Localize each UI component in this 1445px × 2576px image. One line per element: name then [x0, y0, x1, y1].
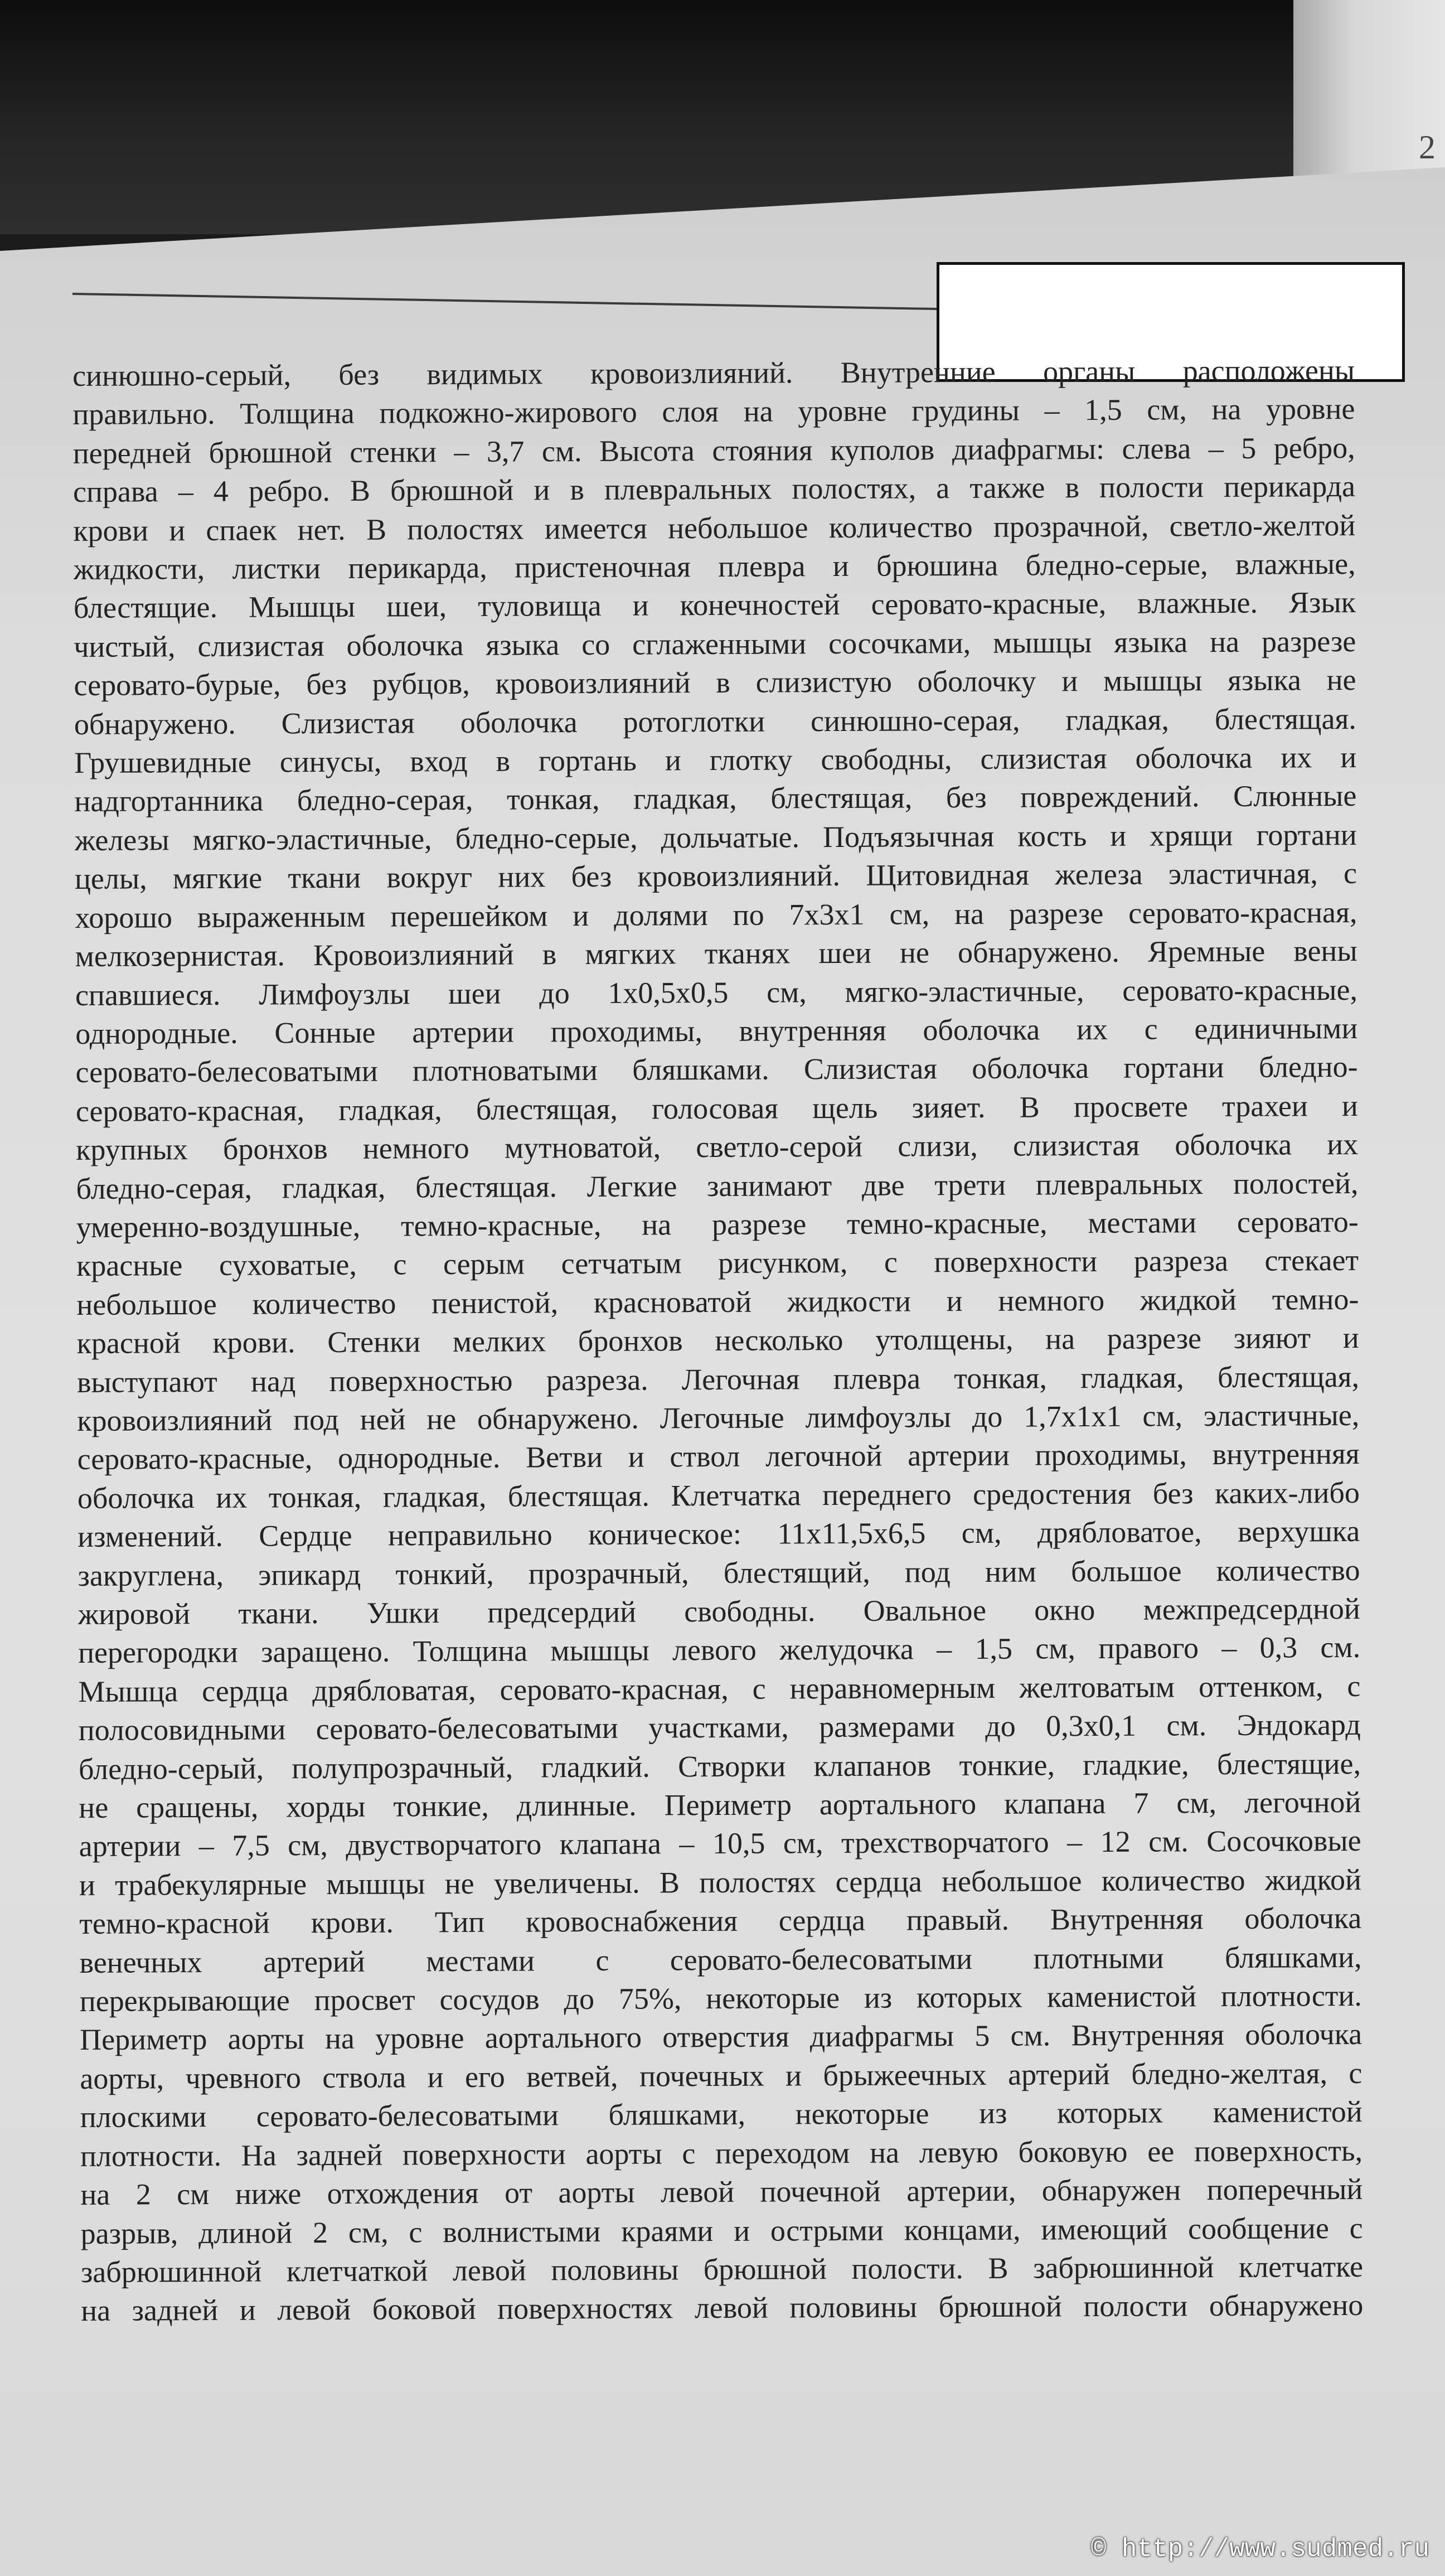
text-line: перегородки заращено. Толщина мышцы левого желудочка – 1,5 см, правого – 0,3 см. [78, 1630, 1361, 1670]
text-line: на 2 см ниже отхождения от аорты левой почечной артерии, обнаружен поперечный [80, 2172, 1363, 2212]
text-line: на задней и левой боковой поверхностях левой половины брюшной полости обнаружено [81, 2288, 1364, 2328]
text-line: правильно. Толщина подкожно-жирового слоя на уровне грудины – 1,5 см, на уровне [72, 392, 1355, 432]
text-line: жидкости, листки перикарда, пристеночная плевра и брюшина бледно-серые, влажные, [73, 546, 1356, 587]
text-line: выступают над поверхностью разреза. Легочная плевра тонкая, гладкая, блестящая, [76, 1359, 1360, 1399]
text-line: изменений. Сердце неправильно коническое: 11х11,5х6,5 см, дрябловатое, верхушка [77, 1514, 1360, 1554]
text-line: справа – 4 ребро. В брюшной и в плевральных полостях, а также в полости перикарда [72, 469, 1356, 509]
text-line: блестящие. Мышцы шеи, туловища и конечностей серовато-красные, влажные. Язык [73, 585, 1356, 625]
text-line: кровоизлияний под ней не обнаружено. Легочные лимфоузлы до 1,7х1х1 см, эластичные, [77, 1398, 1360, 1437]
text-line: серовато-бурые, без рубцов, кровоизлияний в слизистую оболочку и мышцы языка не [74, 663, 1356, 703]
text-line: темно-красной крови. Тип кровоснабжения сердца правый. Внутренняя оболочка [79, 1901, 1362, 1941]
text-line: перекрывающие просвет сосудов до 75%, некоторые из которых каменистой плотности. [79, 1978, 1362, 2018]
text-line: бледно-серая, гладкая, блестящая. Легкие занимают две трети плевральных полостей, [76, 1166, 1359, 1205]
text-line: передней брюшной стенки – 3,7 см. Высота стояния куполов диафрагмы: слева – 5 ребро, [72, 430, 1355, 470]
text-line: серовато-красная, гладкая, блестящая, голосовая щель зияет. В просвете трахеи и [75, 1088, 1359, 1128]
text-line: хорошо выраженным перешейком и долями по 7х3х1 см, на разрезе серовато-красная, [75, 895, 1357, 934]
text-line: красной крови. Стенки мелких бронхов несколько утолщены, на разрезе зияют и [76, 1321, 1359, 1360]
text-line: красные суховатые, с серым сетчатым рисунком, с поверхности разреза стекает [76, 1243, 1359, 1283]
text-line: обнаружено. Слизистая оболочка ротоглотки синюшно-серая, гладкая, блестящая. [74, 701, 1356, 741]
text-line: Мышца сердца дрябловатая, серовато-красная, с неравномерным желтоватым оттенком, с [78, 1669, 1361, 1708]
text-line: целы, мягкие ткани вокруг них без кровоизлияний. Щитовидная железа эластичная, с [74, 856, 1357, 896]
text-line: артерии – 7,5 см, двустворчатого клапана – 10,5 см, трехстворчатого – 12 см. Сосочковые [79, 1824, 1361, 1863]
text-line: мелкозернистая. Кровоизлияний в мягких тканях шеи не обнаружено. Яремные вены [75, 934, 1357, 974]
text-line: чистый, слизистая оболочка языка со сглаженными сосочками, мышцы языка на разрезе [74, 624, 1356, 664]
text-line: Периметр аорты на уровне аортального отверстия диафрагмы 5 см. Внутренняя оболочка [80, 2017, 1362, 2057]
text-line: серовато-красные, однородные. Ветви и ствол легочной артерии проходимы, внутренняя [77, 1437, 1360, 1476]
text-line: крупных бронхов немного мутноватой, светло-серой слизи, слизистая оболочка их [76, 1127, 1359, 1167]
text-line: небольшое количество пенистой, красноватой жидкости и немного жидкой темно- [76, 1282, 1359, 1321]
text-line: и трабекулярные мышцы не увеличены. В полостях сердца небольшое количество жидкой [79, 1862, 1362, 1902]
watermark: © http://www.sudmed.ru [1090, 2535, 1429, 2564]
text-line: аорты, чревного ствола и его ветвей, почечных и брыжеечных артерий бледно-желтая, с [80, 2056, 1362, 2095]
text-line: серовато-белесоватыми плотноватыми бляшками. Слизистая оболочка гортани бледно- [75, 1050, 1358, 1090]
text-line: надгортанника бледно-серая, тонкая, гладкая, блестящая, без повреждений. Слюнные [74, 779, 1357, 819]
text-line: синюшно-серый, без видимых кровоизлияний. Внутренние органы расположены [72, 353, 1355, 393]
text-line: закруглена, эпикард тонкий, прозрачный, блестящий, под ним большое количество [77, 1553, 1360, 1592]
text-line: бледно-серый, полупрозрачный, гладкий. Створки клапанов тонкие, гладкие, блестящие, [78, 1746, 1361, 1786]
text-line: умеренно-воздушные, темно-красные, на разрезе темно-красные, местами серовато- [76, 1204, 1359, 1244]
text-line: плоскими серовато-белесоватыми бляшками, некоторые из которых каменистой [80, 2095, 1362, 2134]
text-line: оболочка их тонкая, гладкая, блестящая. Клетчатка переднего средостения без каких-либо [77, 1475, 1360, 1515]
text-line: однородные. Сонные артерии проходимы, внутренняя оболочка их с единичными [75, 1011, 1358, 1050]
body-text [72, 351, 1363, 2331]
text-line: венечных артерий местами с серовато-белесоватыми плотными бляшками, [79, 1940, 1362, 1979]
text-line: жировой ткани. Ушки предсердий свободны. Овальное окно межпредсердной [77, 1591, 1360, 1631]
text-line: Грушевидные синусы, вход в гортань и глотку свободны, слизистая оболочка их и [74, 740, 1357, 780]
text-line: спавшиеся. Лимфоузлы шеи до 1х0,5х0,5 см, мягко-эластичные, серовато-красные, [75, 972, 1358, 1012]
text-line: забрюшинной клетчаткой левой половины брюшной полости. В забрюшинной клетчатке [80, 2249, 1364, 2289]
text-line: плотности. На задней поверхности аорты с переходом на левую боковую ее поверхность, [80, 2133, 1363, 2173]
text-line: разрыв, длиной 2 см, с волнистыми краями и острыми концами, имеющий сообщение с [80, 2211, 1363, 2250]
text-line: не сращены, хорды тонкие, длинные. Периметр аортального клапана 7 см, легочной [79, 1785, 1361, 1825]
text-line: крови и спаек нет. В полостях имеется небольшое количество прозрачной, светло-желтой [73, 508, 1356, 548]
text-line: железы мягко-эластичные, бледно-серые, дольчатые. Подъязычная кость и хрящи гортани [74, 817, 1357, 857]
text-line: полосовидными серовато-белесоватыми участками, размерами до 0,3х0,1 см. Эндокард [78, 1708, 1361, 1747]
adjacent-page-mark: 2 [1419, 129, 1436, 166]
